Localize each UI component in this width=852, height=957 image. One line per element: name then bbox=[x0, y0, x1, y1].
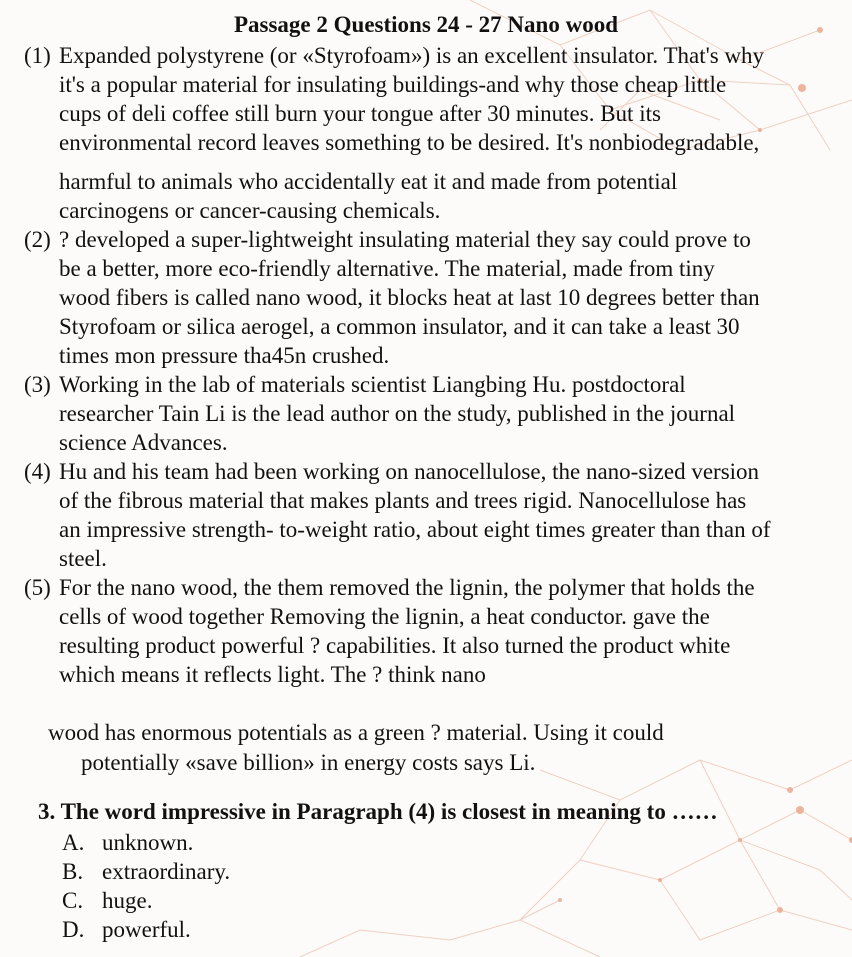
paragraph-line: carcinogens or cancer-causing chemicals. bbox=[59, 198, 441, 223]
paragraph-line: environmental record leaves something to be desired. It's nonbiodegradable, bbox=[59, 130, 760, 155]
paragraph-line: Expanded polystyrene (or «Styrofoam») is an excellent insulator. That's why bbox=[59, 43, 765, 68]
paragraph-line: For the nano wood, the them removed the lignin, the polymer that holds the bbox=[59, 575, 755, 600]
paragraph-number: (3) bbox=[24, 372, 51, 397]
paragraph-2 bbox=[24, 225, 846, 370]
paragraph-4 bbox=[24, 457, 846, 573]
paragraph-line: researcher Tain Li is the lead author on the study, published in the journal bbox=[59, 401, 736, 426]
option-label: A. bbox=[62, 830, 85, 855]
answer-option-d[interactable] bbox=[62, 915, 191, 944]
paragraph-line: be a better, more eco-friendly alternative. The material, made from tiny bbox=[59, 256, 715, 281]
option-text: huge. bbox=[102, 888, 153, 913]
paragraph-line: harmful to animals who accidentally eat it and made from potential bbox=[59, 169, 678, 194]
paragraph-number: (1) bbox=[24, 43, 51, 68]
paragraph-1 bbox=[24, 41, 846, 157]
paragraph-line: times mon pressure tha45n crushed. bbox=[59, 343, 390, 368]
paragraph-number: (4) bbox=[24, 459, 51, 484]
answer-option-a[interactable] bbox=[62, 828, 193, 857]
answer-option-c[interactable] bbox=[62, 886, 152, 915]
paragraph-line: science Advances. bbox=[59, 430, 228, 455]
option-text: extraordinary. bbox=[102, 859, 231, 884]
paragraph-3 bbox=[24, 370, 846, 457]
paragraph-line: resulting product powerful ? capabilities. It also turned the product white bbox=[59, 633, 731, 658]
option-label: D. bbox=[62, 917, 85, 942]
paragraph-5-continuation-line: potentially «save billion» in energy costs says Li. bbox=[81, 750, 536, 775]
paragraph-5 bbox=[24, 573, 846, 689]
option-text: unknown. bbox=[102, 830, 194, 855]
paragraph-line: ? developed a super-lightweight insulating material they say could prove to bbox=[59, 227, 751, 252]
paragraph-line: it's a popular material for insulating buildings-and why those cheap little bbox=[59, 72, 727, 97]
paragraph-1-continuation bbox=[24, 167, 846, 225]
question-prompt: 3. The word impressive in Paragraph (4) is closest in meaning to …… bbox=[38, 799, 718, 824]
paragraph-line: Styrofoam or silica aerogel, a common insulator, and it can take a least 30 bbox=[59, 314, 740, 339]
passage-title: Passage 2 Questions 24 - 27 Nano wood bbox=[233, 12, 618, 37]
paragraph-line: cells of wood together Removing the lignin, a heat conductor. gave the bbox=[59, 604, 710, 629]
option-label: B. bbox=[62, 859, 84, 884]
paragraph-number: (2) bbox=[24, 227, 51, 252]
paragraph-number: (5) bbox=[24, 575, 51, 600]
paragraph-line: which means it reflects light. The ? think nano bbox=[59, 662, 486, 687]
paragraph-line: Hu and his team had been working on nanocellulose, the nano-sized version bbox=[59, 459, 760, 484]
paragraph-line: of the fibrous material that makes plants and trees rigid. Nanocellulose has bbox=[59, 488, 747, 513]
paragraph-line: an impressive strength- to-weight ratio, about eight times greater than than of bbox=[59, 517, 771, 542]
option-text: powerful. bbox=[102, 917, 191, 942]
paragraph-line: Working in the lab of materials scientist Liangbing Hu. postdoctoral bbox=[59, 372, 686, 397]
option-label: C. bbox=[62, 888, 84, 913]
paragraph-5-continuation-line: wood has enormous potentials as a green ? material. Using it could bbox=[48, 720, 664, 745]
paragraph-line: cups of deli coffee still burn your tongue after 30 minutes. But its bbox=[59, 101, 661, 126]
answer-option-b[interactable] bbox=[62, 857, 230, 886]
paragraph-line: wood fibers is called nano wood, it blocks heat at last 10 degrees better than bbox=[59, 285, 760, 310]
paragraph-line: steel. bbox=[59, 546, 107, 571]
